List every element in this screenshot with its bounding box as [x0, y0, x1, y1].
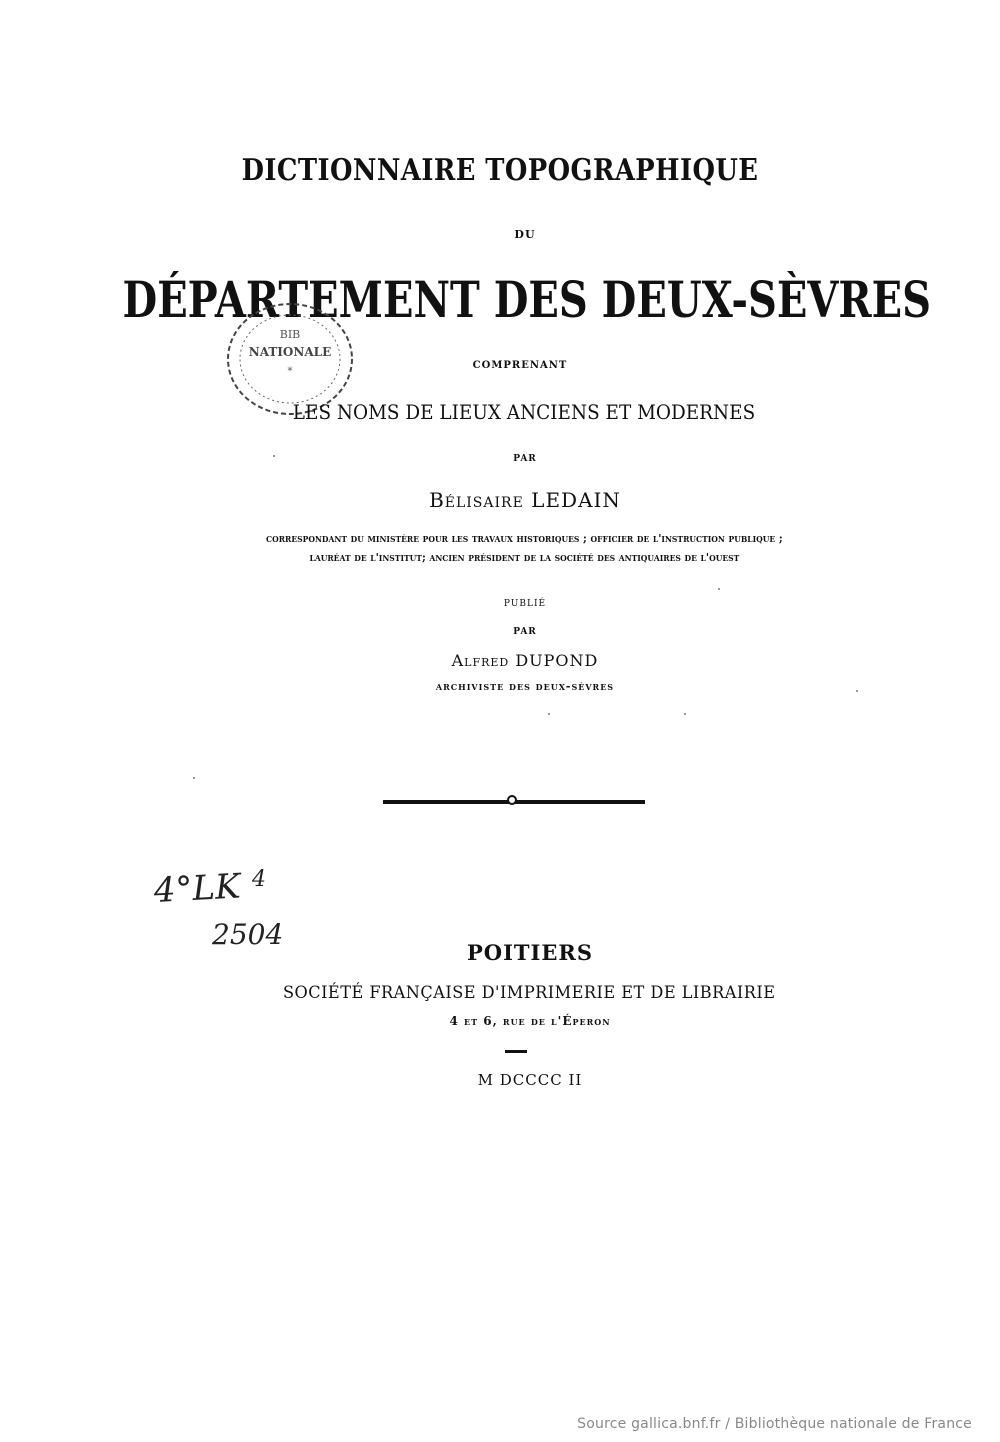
svg-text:NATIONALE: NATIONALE — [248, 345, 332, 359]
handwritten-shelfmark-icon — [152, 862, 302, 952]
title-line-2: DÉPARTEMENT DES DEUX-SÈVRES — [122, 270, 931, 329]
paper-speck — [548, 713, 550, 715]
par-label-2: PAR — [513, 627, 537, 637]
paper-speck — [684, 713, 686, 715]
editor-name: Alfred DUPOND — [451, 651, 599, 670]
subtitle: LES NOMS DE LIEUX ANCIENS ET MODERNES — [292, 400, 756, 424]
title-line-1: DICTIONNAIRE TOPOGRAPHIQUE — [241, 153, 759, 188]
divider-dash — [505, 1050, 527, 1053]
svg-text:BIB: BIB — [279, 328, 301, 341]
publie-label: publié — [503, 595, 547, 610]
svg-text:2504: 2504 — [212, 918, 284, 951]
paper-speck — [193, 777, 195, 779]
source-credit: Source gallica.bnf.fr / Bibliothèque nationale de France — [577, 1416, 972, 1432]
paper-speck — [718, 588, 720, 590]
par-label-1: PAR — [513, 454, 537, 464]
publication-year: M DCCCC II — [477, 1071, 583, 1089]
comprenant-label: COMPRENANT — [472, 360, 568, 371]
editor-title: archiviste des deux-sèvres — [435, 680, 615, 693]
svg-text:4°LK: 4°LK — [152, 866, 242, 911]
du-connector: DU — [514, 228, 536, 241]
publisher-address: 4 et 6, rue de l'Éperon — [449, 1014, 611, 1028]
author-name: Bélisaire LEDAIN — [429, 488, 621, 512]
publisher-name: SOCIÉTÉ FRANÇAISE D'IMPRIMERIE ET DE LIBRAIRIE — [282, 983, 776, 1003]
ornament-dot-icon — [507, 795, 517, 805]
paper-speck — [856, 690, 858, 692]
paper-speck — [273, 455, 275, 457]
publication-city: POITIERS — [467, 940, 593, 965]
author-credentials-line-1: correspondant du ministère pour les travaux historiques ; officier de l'instruction publique ; — [266, 532, 783, 545]
author-credentials-line-2: lauréat de l'institut; ancien président de la société des antiquaires de l'ouest — [309, 551, 740, 564]
svg-text:*: * — [287, 366, 293, 377]
svg-text:4: 4 — [252, 867, 266, 892]
